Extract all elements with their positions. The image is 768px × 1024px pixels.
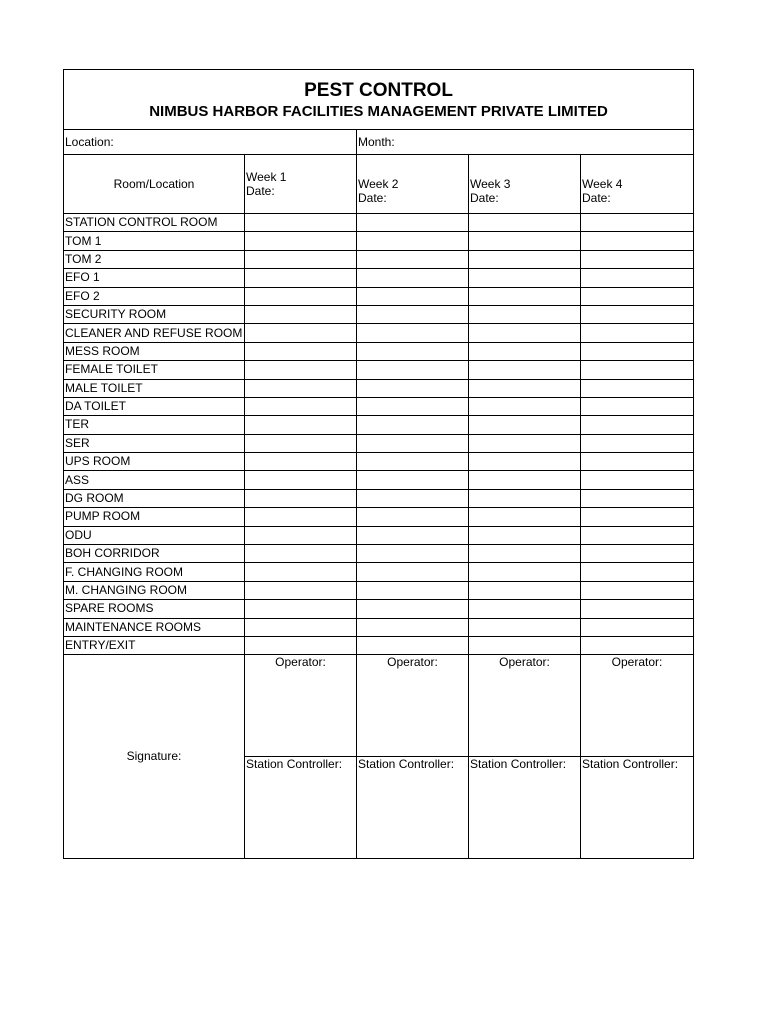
location-field[interactable]: Location: [64,130,357,155]
week-3-check-cell[interactable] [469,508,581,526]
operator-label: Operator: [275,655,326,670]
week-1-check-cell[interactable] [245,581,357,599]
controller-signature-cell[interactable] [581,757,694,859]
week-1-check-cell[interactable] [245,269,357,287]
week-3-check-cell[interactable] [469,324,581,342]
week-1-check-cell[interactable] [245,305,357,323]
week-1-check-cell[interactable] [245,434,357,452]
week-3-header [469,155,581,214]
week-1-header [245,155,357,214]
week-1-check-cell[interactable] [245,232,357,250]
room-name: MESS ROOM [64,342,245,360]
month-field[interactable]: Month: [357,130,694,155]
room-row [64,232,694,250]
week-4-check-cell[interactable] [581,214,694,232]
room-row [64,214,694,232]
week-3-check-cell[interactable] [469,526,581,544]
week-1-check-cell[interactable] [245,600,357,618]
week-3-check-cell[interactable] [469,489,581,507]
week-2-check-cell[interactable] [357,361,469,379]
room-name: ODU [64,526,245,544]
room-location-header: Room/Location [64,155,245,214]
room-row [64,269,694,287]
week-3-check-cell[interactable] [469,471,581,489]
week-2-check-cell[interactable] [357,305,469,323]
week-3-check-cell[interactable] [469,342,581,360]
week-2-check-cell[interactable] [357,269,469,287]
week-1-check-cell[interactable] [245,526,357,544]
week-2-check-cell[interactable] [357,232,469,250]
week-4-check-cell[interactable] [581,453,694,471]
week-4-check-cell[interactable] [581,618,694,636]
room-name: SPARE ROOMS [64,600,245,618]
week-4-check-cell[interactable] [581,269,694,287]
room-row [64,545,694,563]
room-name: TOM 2 [64,250,245,268]
column-header-row [64,155,694,214]
week-1-check-cell[interactable] [245,453,357,471]
room-name: EFO 2 [64,287,245,305]
page-title: PEST CONTROL [304,80,453,101]
week-1-check-cell[interactable] [245,379,357,397]
operator-signature-cell[interactable] [469,655,581,757]
room-name: SECURITY ROOM [64,305,245,323]
date-label: Date: [582,191,611,205]
room-row [64,581,694,599]
week-1-check-cell[interactable] [245,563,357,581]
date-label: Date: [358,191,387,205]
room-row [64,397,694,415]
week-2-check-cell[interactable] [357,526,469,544]
week-4-check-cell[interactable] [581,250,694,268]
week-4-header [581,155,694,214]
room-row [64,379,694,397]
week-4-check-cell[interactable] [581,600,694,618]
week-2-check-cell[interactable] [357,416,469,434]
week-4-check-cell[interactable] [581,471,694,489]
station-controller-label: Station Controller: [582,757,679,772]
week-2-check-cell[interactable] [357,489,469,507]
week-2-check-cell[interactable] [357,581,469,599]
date-label: Date: [470,191,499,205]
week-3-check-cell[interactable] [469,397,581,415]
week-4-check-cell[interactable] [581,305,694,323]
week-2-check-cell[interactable] [357,434,469,452]
week-2-check-cell[interactable] [357,397,469,415]
week-1-check-cell[interactable] [245,471,357,489]
room-row [64,305,694,323]
week-2-check-cell[interactable] [357,563,469,581]
week-3-check-cell[interactable] [469,250,581,268]
week-3-check-cell[interactable] [469,305,581,323]
week-4-check-cell[interactable] [581,581,694,599]
week-label: Week 4 [582,177,623,191]
room-row [64,434,694,452]
room-name: EFO 1 [64,269,245,287]
week-3-check-cell[interactable] [469,434,581,452]
week-4-check-cell[interactable] [581,489,694,507]
room-row [64,287,694,305]
room-row [64,324,694,342]
operator-signature-cell[interactable] [245,655,357,757]
week-2-check-cell[interactable] [357,250,469,268]
room-name: MALE TOILET [64,379,245,397]
week-2-check-cell[interactable] [357,324,469,342]
week-1-check-cell[interactable] [245,489,357,507]
week-4-check-cell[interactable] [581,636,694,654]
week-1-check-cell[interactable] [245,250,357,268]
room-row [64,508,694,526]
week-3-check-cell[interactable] [469,269,581,287]
week-1-check-cell[interactable] [245,636,357,654]
room-row [64,526,694,544]
room-name: FEMALE TOILET [64,361,245,379]
controller-signature-cell[interactable] [245,757,357,859]
room-row [64,600,694,618]
week-1-check-cell[interactable] [245,397,357,415]
week-2-check-cell[interactable] [357,636,469,654]
week-4-check-cell[interactable] [581,361,694,379]
room-name: DG ROOM [64,489,245,507]
room-name: TER [64,416,245,434]
room-row [64,416,694,434]
week-3-check-cell[interactable] [469,618,581,636]
week-2-check-cell[interactable] [357,545,469,563]
station-controller-label: Station Controller: [470,757,567,772]
week-4-check-cell[interactable] [581,287,694,305]
week-1-check-cell[interactable] [245,618,357,636]
week-4-check-cell[interactable] [581,508,694,526]
room-name: CLEANER AND REFUSE ROOM [64,324,245,342]
week-3-check-cell[interactable] [469,416,581,434]
week-3-check-cell[interactable] [469,453,581,471]
operator-label: Operator: [387,655,438,670]
title-block [64,70,694,130]
week-3-check-cell[interactable] [469,287,581,305]
week-label: Week 1 [246,170,287,184]
controller-signature-cell[interactable] [357,757,469,859]
week-1-check-cell[interactable] [245,287,357,305]
room-name: F. CHANGING ROOM [64,563,245,581]
week-4-check-cell[interactable] [581,232,694,250]
room-row [64,563,694,581]
room-name: UPS ROOM [64,453,245,471]
room-row [64,471,694,489]
week-4-check-cell[interactable] [581,434,694,452]
week-4-check-cell[interactable] [581,563,694,581]
week-3-check-cell[interactable] [469,214,581,232]
room-name: BOH CORRIDOR [64,545,245,563]
week-3-check-cell[interactable] [469,636,581,654]
operator-label: Operator: [611,655,663,670]
week-4-check-cell[interactable] [581,397,694,415]
week-2-check-cell[interactable] [357,508,469,526]
company-name: NIMBUS HARBOR FACILITIES MANAGEMENT PRIVATE LIMITED [149,103,608,120]
room-row [64,453,694,471]
week-2-check-cell[interactable] [357,471,469,489]
week-2-check-cell[interactable] [357,342,469,360]
week-1-check-cell[interactable] [245,361,357,379]
week-2-header [357,155,469,214]
signature-operator-row [64,655,694,757]
week-2-check-cell[interactable] [357,618,469,636]
week-1-check-cell[interactable] [245,416,357,434]
week-3-check-cell[interactable] [469,379,581,397]
room-row [64,361,694,379]
operator-label: Operator: [499,655,550,670]
room-row [64,250,694,268]
room-name: DA TOILET [64,397,245,415]
week-4-check-cell[interactable] [581,379,694,397]
room-row [64,342,694,360]
week-4-check-cell[interactable] [581,416,694,434]
station-controller-label: Station Controller: [358,757,455,772]
week-3-check-cell[interactable] [469,600,581,618]
week-2-check-cell[interactable] [357,379,469,397]
week-label: Week 3 [470,177,511,191]
week-1-check-cell[interactable] [245,324,357,342]
week-3-check-cell[interactable] [469,361,581,379]
room-name: M. CHANGING ROOM [64,581,245,599]
week-3-check-cell[interactable] [469,563,581,581]
week-3-check-cell[interactable] [469,545,581,563]
week-label: Week 2 [358,177,399,191]
pest-control-sheet [63,69,694,859]
week-1-check-cell[interactable] [245,508,357,526]
operator-signature-cell[interactable] [357,655,469,757]
week-4-check-cell[interactable] [581,324,694,342]
week-1-check-cell[interactable] [245,545,357,563]
week-3-check-cell[interactable] [469,581,581,599]
signature-label: Signature: [64,655,245,859]
week-3-check-cell[interactable] [469,232,581,250]
week-2-check-cell[interactable] [357,453,469,471]
week-4-check-cell[interactable] [581,545,694,563]
week-2-check-cell[interactable] [357,600,469,618]
controller-signature-cell[interactable] [469,757,581,859]
operator-signature-cell[interactable] [581,655,694,757]
room-name: TOM 1 [64,232,245,250]
week-4-check-cell[interactable] [581,526,694,544]
room-name: ENTRY/EXIT [64,636,245,654]
week-1-check-cell[interactable] [245,214,357,232]
room-name: ASS [64,471,245,489]
week-1-check-cell[interactable] [245,342,357,360]
room-row [64,618,694,636]
date-label: Date: [246,184,275,198]
room-row [64,636,694,654]
room-row [64,489,694,507]
room-name: SER [64,434,245,452]
week-4-check-cell[interactable] [581,342,694,360]
room-name: STATION CONTROL ROOM [64,214,245,232]
week-2-check-cell[interactable] [357,287,469,305]
room-name: MAINTENANCE ROOMS [64,618,245,636]
station-controller-label: Station Controller: [246,757,343,772]
room-name: PUMP ROOM [64,508,245,526]
week-2-check-cell[interactable] [357,214,469,232]
